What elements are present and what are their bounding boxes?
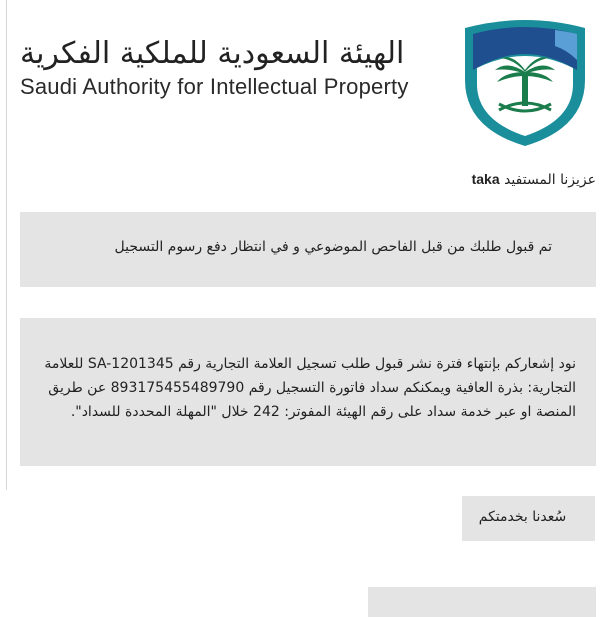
greeting-prefix: عزيزنا المستفيد: [504, 172, 596, 188]
message-bubble: نود إشعاركم بإنتهاء فترة نشر قبول طلب تسجيل العلامة التجارية رقم SA-1201345 للعلامة التجارية: بذرة العافية ويمكنكم سداد فاتورة التسجيل رقم 893175455489790 عن طريق المنصة او عبر خدمة سداد على رقم الهيئة المفوتر: 242 خلال "المهلة المحددة للسداد".: [20, 318, 596, 466]
saip-emblem-icon: [455, 10, 595, 150]
message-bubble: سُعدنا بخدمتكم: [462, 496, 595, 541]
recipient-name: taka: [471, 171, 500, 187]
message-bubble: تم قبول طلبك من قبل الفاحص الموضوعي و في انتظار دفع رسوم التسجيل: [20, 212, 596, 287]
message-bubble-partial: [368, 587, 596, 617]
header: [0, 0, 600, 160]
org-name-arabic: الهيئة السعودية للملكية الفكرية: [20, 36, 405, 71]
greeting: [300, 171, 596, 188]
org-name-english: Saudi Authority for Intellectual Property: [20, 74, 409, 99]
